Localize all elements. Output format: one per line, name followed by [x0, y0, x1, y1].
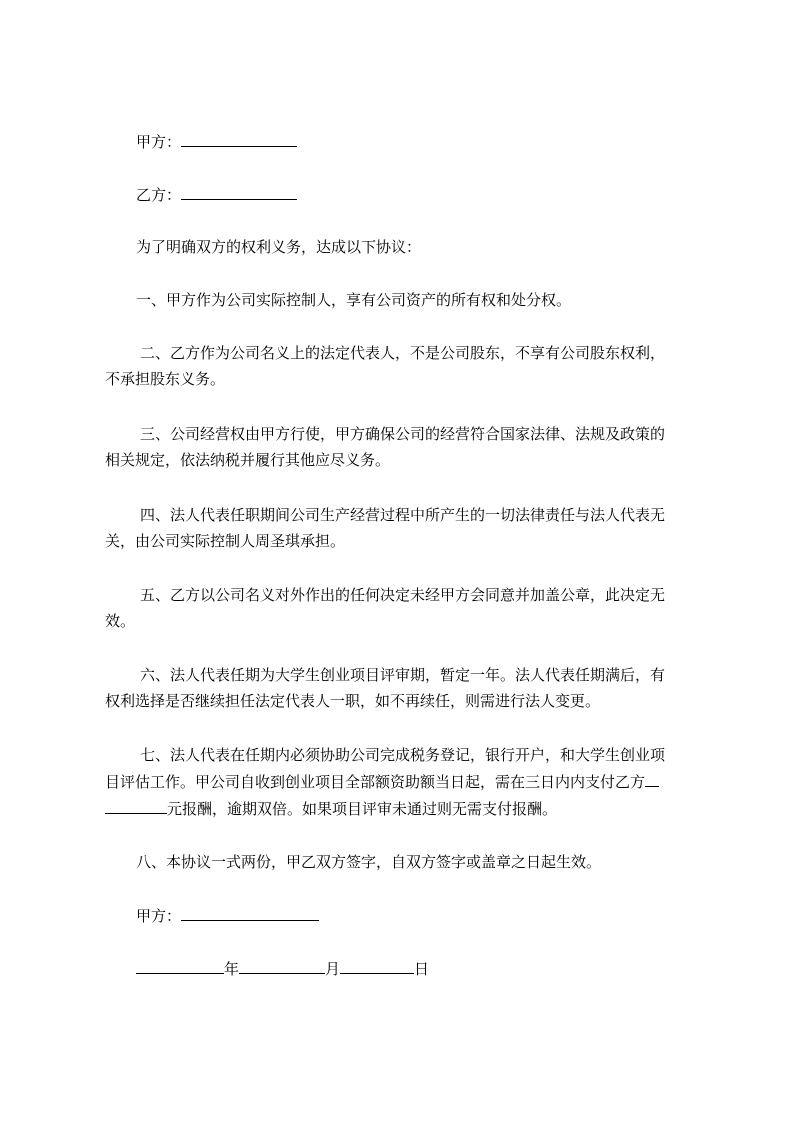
clause-6-line-2: 权利选择是否继续担任法定代表人一职，如不再续任，则需进行法人变更。 — [105, 692, 601, 710]
clause-3-line-2: 相关规定，依法纳税并履行其他应尽义务。 — [105, 451, 391, 469]
clause-5-line-1: 五、乙方以公司名义对外作出的任何决定未经甲方会同意并加盖公章，此决定无 — [140, 586, 666, 604]
clause-4-line-1: 四、法人代表任职期间公司生产经营过程中所产生的一切法律责任与法人代表无 — [140, 506, 666, 524]
clause-7-line-3 — [105, 798, 557, 818]
clause-7-line-1: 七、法人代表在任期内必须协助公司完成税务登记，银行开户，和大学生创业项 — [140, 746, 666, 764]
clause-5-line-2: 效。 — [105, 612, 136, 630]
day-label: 日 — [414, 960, 430, 978]
payment-amount-blank[interactable] — [105, 798, 167, 814]
signature-party-a-blank[interactable] — [181, 905, 319, 921]
day-blank[interactable] — [340, 958, 414, 974]
clause-1: 一、甲方作为公司实际控制人，享有公司资产的所有权和处分权。 — [136, 291, 572, 309]
payment-amount-blank-start[interactable] — [645, 771, 659, 787]
party-b-line — [136, 184, 297, 204]
intro-text: 为了明确双方的权利义务，达成以下协议： — [136, 238, 422, 256]
year-label: 年 — [224, 960, 240, 978]
signature-party-a-label: 甲方： — [136, 907, 182, 925]
month-blank[interactable] — [239, 958, 325, 974]
date-line — [136, 958, 429, 978]
party-b-blank[interactable] — [181, 184, 297, 200]
year-blank[interactable] — [136, 958, 224, 974]
clause-4-line-2: 关，由公司实际控制人周圣琪承担。 — [105, 532, 346, 550]
clause-7-line-2-text: 目评估工作。甲公司自收到创业项目全部额资助额当日起，需在三日内内支付乙方 — [105, 773, 646, 791]
signature-party-a-line — [136, 905, 319, 925]
clause-7-line-2 — [105, 771, 659, 791]
party-b-label: 乙方： — [136, 186, 182, 204]
clause-2-line-2: 不承担股东义务。 — [105, 370, 226, 388]
party-a-blank[interactable] — [181, 131, 297, 147]
party-a-label: 甲方： — [136, 133, 182, 151]
clause-3-line-1: 三、公司经营权由甲方行使，甲方确保公司的经营符合国家法律、法规及政策的 — [140, 425, 666, 443]
clause-2-line-1: 二、乙方作为公司名义上的法定代表人，不是公司股东，不享有公司股东权利， — [140, 344, 666, 362]
clause-6-line-1: 六、法人代表任期为大学生创业项目评审期，暂定一年。法人代表任期满后，有 — [140, 666, 666, 684]
clause-8: 八、本协议一式两份，甲乙双方签字，自双方签字或盖章之日起生效。 — [136, 853, 602, 871]
party-a-line — [136, 131, 297, 151]
clause-7-line-3-text: 元报酬，逾期双倍。如果项目评审未通过则无需支付报酬。 — [167, 800, 558, 818]
month-label: 月 — [325, 960, 341, 978]
